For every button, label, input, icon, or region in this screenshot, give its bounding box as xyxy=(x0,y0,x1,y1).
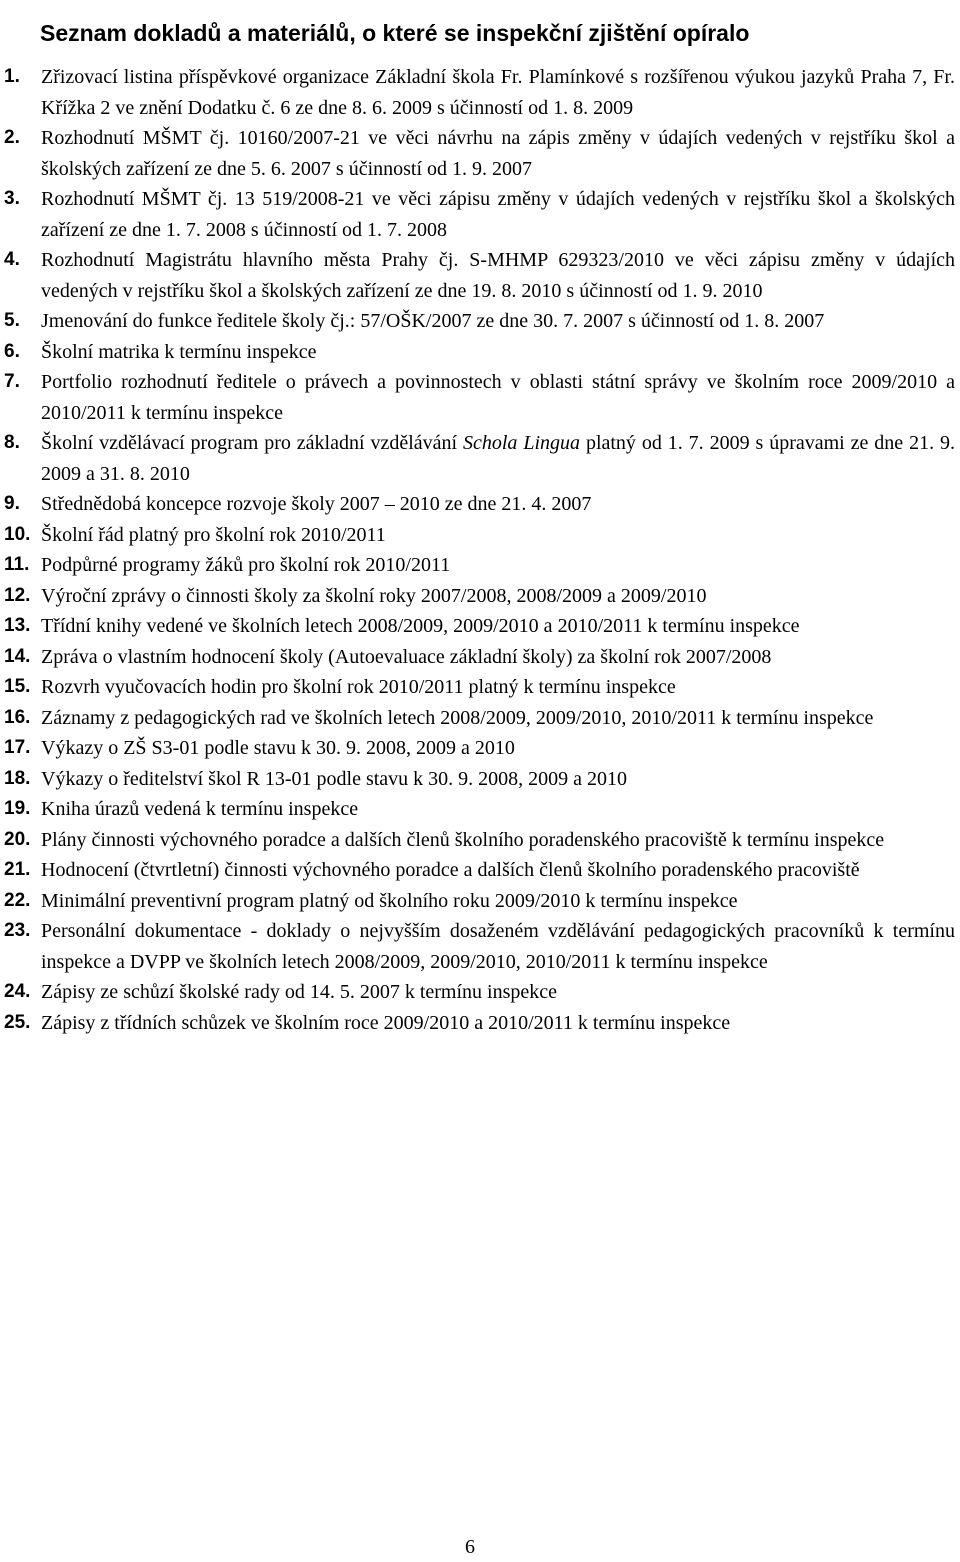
item-text: Školní řád platný pro školní rok 2010/2011 xyxy=(41,523,386,546)
item-text: Střednědobá koncepce rozvoje školy 2007 – 2010 ze dne 21. 4. 2007 xyxy=(41,493,592,515)
evidence-list xyxy=(0,62,960,1038)
list-item xyxy=(0,184,960,245)
item-text: Rozhodnutí MŠMT čj. 10160/2007-21 ve věci návrhu na zápis změny v údajích vedených v rejstříku škol a školských zařízení ze dne 5. 6. 2007 s účinností od 1. 9. 2007 xyxy=(41,127,955,180)
item-number: 3. xyxy=(4,188,20,209)
item-number: 10. xyxy=(4,523,31,545)
item-number: 16. xyxy=(4,706,31,728)
item-text: Minimální preventivní program platný od školního roku 2009/2010 k termínu inspekce xyxy=(41,889,738,912)
item-number: 8. xyxy=(4,432,20,453)
list-item xyxy=(0,1008,960,1039)
item-text: Výkazy o ředitelství škol R 13-01 podle stavu k 30. 9. 2008, 2009 a 2010 xyxy=(41,767,628,790)
item-number: 18. xyxy=(4,767,31,789)
item-number: 20. xyxy=(4,828,31,850)
item-number: 19. xyxy=(4,798,31,819)
list-item xyxy=(0,703,960,734)
item-text: Rozhodnutí Magistrátu hlavního města Prahy čj. S-MHMP 629323/2010 ve věci zápisu změny v údajích vedených v rejstříku škol a školských zařízení ze dne 19. 8. 2010 s účinností od 1. 9. 2010 xyxy=(41,249,955,302)
item-number: 2. xyxy=(4,127,20,148)
list-item xyxy=(0,367,960,428)
list-item xyxy=(0,123,960,184)
list-item xyxy=(0,764,960,795)
list-item xyxy=(0,855,960,886)
list-item xyxy=(0,611,960,642)
list-item xyxy=(0,306,960,337)
list-item xyxy=(0,245,960,306)
item-text: Třídní knihy vedené ve školních letech 2008/2009, 2009/2010 a 2010/2011 k termínu inspekce xyxy=(41,615,800,637)
list-item xyxy=(0,550,960,581)
item-text: Hodnocení (čtvrtletní) činnosti výchovného poradce a dalších členů školního poradenského pracoviště xyxy=(41,859,860,881)
item-text: Zpráva o vlastním hodnocení školy (Autoevaluace základní školy) za školní rok 2007/2008 xyxy=(41,645,772,668)
item-number: 11. xyxy=(4,554,30,575)
item-number: 14. xyxy=(4,645,31,667)
document-title: Seznam dokladů a materiálů, o které se inspekční zjištění opíralo xyxy=(40,20,750,47)
item-text: Zápisy ze schůzí školské rady od 14. 5. 2007 k termínu inspekce xyxy=(41,981,557,1003)
item-number: 4. xyxy=(4,249,20,270)
list-item xyxy=(0,825,960,856)
item-number: 13. xyxy=(4,615,31,636)
item-text: Podpůrné programy žáků pro školní rok 2010/2011 xyxy=(41,554,451,576)
item-text xyxy=(41,428,955,489)
list-item xyxy=(0,916,960,977)
page-number: 6 xyxy=(465,1536,475,1558)
list-item xyxy=(0,886,960,917)
list-item xyxy=(0,337,960,368)
list-item xyxy=(0,489,960,520)
item-number: 23. xyxy=(4,920,31,941)
item-text: Výkazy o ZŠ S3-01 podle stavu k 30. 9. 2008, 2009 a 2010 xyxy=(41,737,515,759)
item-text: Školní matrika k termínu inspekce xyxy=(41,340,317,363)
list-item xyxy=(0,581,960,612)
item-text: Zřizovací listina příspěvkové organizace Základní škola Fr. Plamínkové s rozšířenou výukou jazyků Praha 7, Fr. Křížka 2 ve znění Dodatku č. 6 ze dne 8. 6. 2009 s účinností od 1. 8. 2009 xyxy=(41,66,955,119)
list-item xyxy=(0,977,960,1008)
list-item xyxy=(0,520,960,551)
item-number: 24. xyxy=(4,981,31,1002)
item-text: Plány činnosti výchovného poradce a dalších členů školního poradenského pracoviště k termínu inspekce xyxy=(41,828,885,851)
item-number: 7. xyxy=(4,371,20,392)
list-item xyxy=(0,733,960,764)
item-text: Zápisy z třídních schůzek ve školním roce 2009/2010 a 2010/2011 k termínu inspekce xyxy=(41,1011,731,1034)
item-number: 5. xyxy=(4,310,20,331)
item-number: 1. xyxy=(4,66,20,87)
item-text: Kniha úrazů vedená k termínu inspekce xyxy=(41,798,359,820)
item-text: Personální dokumentace - doklady o nejvyšším dosaženém vzdělávání pedagogických pracovníků k termínu inspekce a DVPP ve školních letech 2008/2009, 2009/2010, 2010/2011 k termínu inspekce xyxy=(41,920,955,973)
item-number: 6. xyxy=(4,340,20,362)
item-number: 9. xyxy=(4,493,20,514)
item-text: Rozhodnutí MŠMT čj. 13 519/2008-21 ve věci zápisu změny v údajích vedených v rejstříku škol a školských zařízení ze dne 1. 7. 2008 s účinností od 1. 7. 2008 xyxy=(41,188,955,241)
item-text: Rozvrh vyučovacích hodin pro školní rok 2010/2011 platný k termínu inspekce xyxy=(41,676,676,698)
item-number: 15. xyxy=(4,676,31,697)
item-text-part: platný od 1. 7. 2009 s úpravami ze dne 21. 9. 2009 a 31. 8. 2010 xyxy=(41,432,955,485)
item-number: 25. xyxy=(4,1011,31,1033)
item-number: 12. xyxy=(4,584,31,606)
list-item xyxy=(0,794,960,825)
item-number: 17. xyxy=(4,737,31,758)
item-number: 22. xyxy=(4,889,31,911)
list-item xyxy=(0,642,960,673)
list-item xyxy=(0,672,960,703)
list-item xyxy=(0,428,960,489)
item-number: 21. xyxy=(4,859,31,880)
item-text: Portfolio rozhodnutí ředitele o právech a povinnostech v oblasti státní správy ve školním roce 2009/2010 a 2010/2011 k termínu inspekce xyxy=(41,371,955,424)
item-text-part: Školní vzdělávací program pro základní vzdělávání xyxy=(41,432,463,454)
item-text: Záznamy z pedagogických rad ve školních letech 2008/2009, 2009/2010, 2010/2011 k termínu inspekce xyxy=(41,706,874,729)
list-item xyxy=(0,62,960,123)
item-text: Jmenování do funkce ředitele školy čj.: 57/OŠK/2007 ze dne 30. 7. 2007 s účinností od 1. 8. 2007 xyxy=(41,310,825,332)
program-name: Schola Lingua xyxy=(463,432,581,454)
item-text: Výroční zprávy o činnosti školy za školní roky 2007/2008, 2008/2009 a 2009/2010 xyxy=(41,584,707,607)
